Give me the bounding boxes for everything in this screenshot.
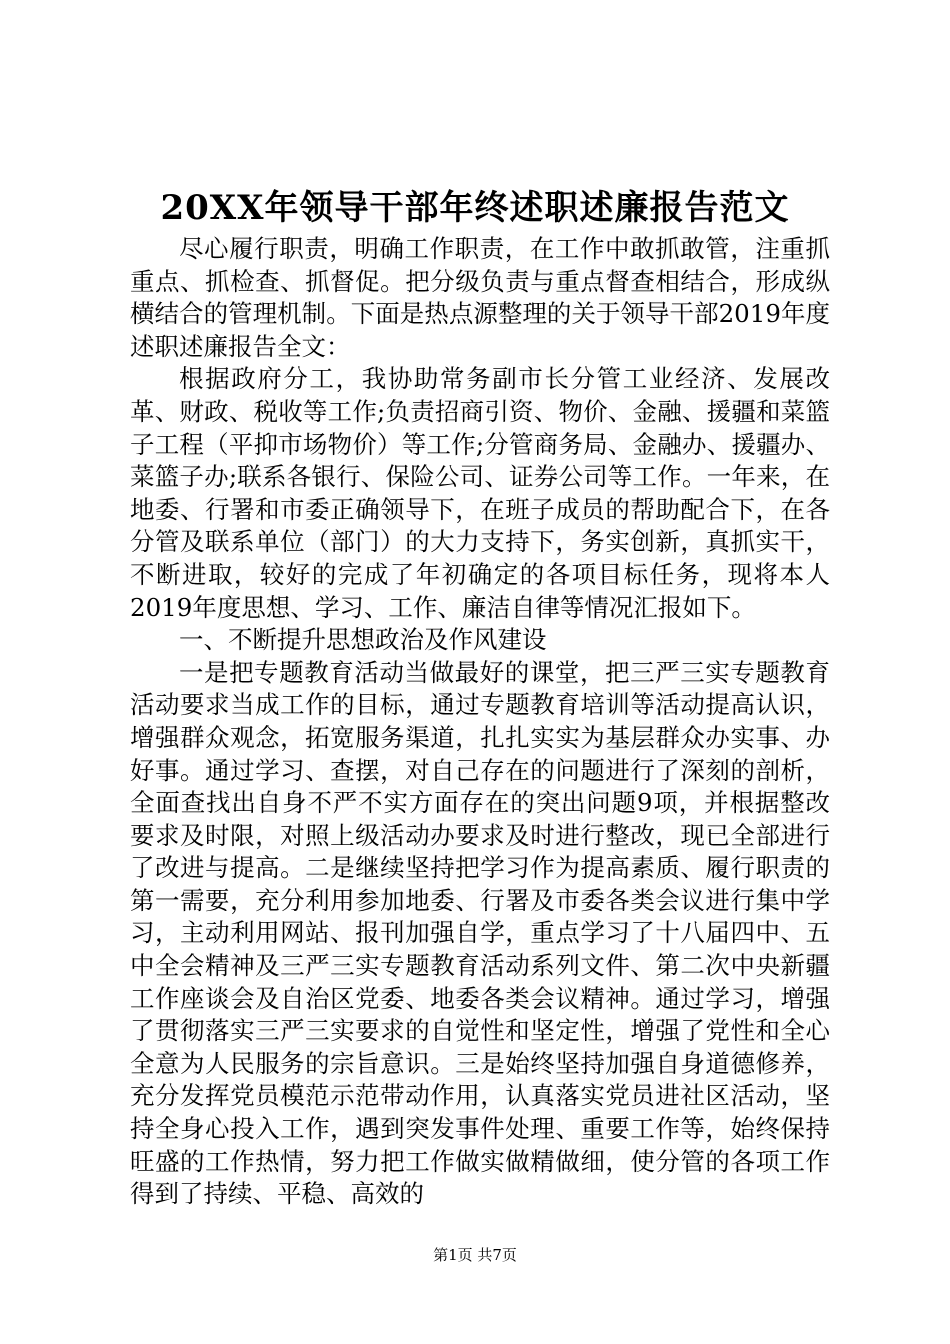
document-body [130, 233, 830, 1211]
section-heading: 一、不断提升思想政治及作风建设 [179, 625, 547, 655]
paragraph-duties: 根据政府分工，我协助常务副市长分管工业经济、发展改革、财政、税收等工作;负责招商引资、物价、金融、援疆和菜篮子工程（平抑市场物价）等工作;分管商务局、金融办、援疆办、菜篮子办;联系各银行、保险公司、证券公司等工作。一年来，在地委、行署和市委正确领导下，在班子成员的帮助配合下，在各分管及联系单位（部门）的大力支持下，务实创新，真抓实干，不断进取，较好的完成了年初确定的各项目标任务，现将本人2019年度思想、学习、工作、廉洁自律等情况汇报如下。 [130, 364, 830, 622]
document-title: 20XX年领导干部年终述职述廉报告范文 [160, 188, 790, 228]
page-number-footer: 第1页 共7页 [433, 1246, 517, 1264]
paragraph-intro: 尽心履行职责，明确工作职责，在工作中敢抓敢管，注重抓重点、抓检查、抓督促。把分级负责与重点督查相结合，形成纵横结合的管理机制。下面是热点源整理的关于领导干部2019年度述职述廉报告全文： [130, 234, 830, 361]
paragraph-political-building: 一是把专题教育活动当做最好的课堂，把三严三实专题教育活动要求当成工作的目标，通过专题教育培训等活动提高认识，增强群众观念，拓宽服务渠道，扎扎实实为基层群众办实事、办好事。通过学习、查摆，对自己存在的问题进行了深刻的剖析，全面查找出自身不严不实方面存在的突出问题9项，并根据整改要求及时限，对照上级活动办要求及时进行整改，现已全部进行了改进与提高。二是继续坚持把学习作为提高素质、履行职责的第一需要，充分利用参加地委、行署及市委各类会议进行集中学习，主动利用网站、报刊加强自学，重点学习了十八届四中、五中全会精神及三严三实专题教育活动系列文件、第二次中央新疆工作座谈会及自治区党委、地委各类会议精神。通过学习，增强了贯彻落实三严三实要求的自觉性和坚定性，增强了党性和全心全意为人民服务的宗旨意识。三是始终坚持加强自身道德修养，充分发挥党员模范示范带动作用，认真落实党员进社区活动，坚持全身心投入工作，遇到突发事件处理、重要工作等，始终保持旺盛的工作热情，努力把工作做实做精做细，使分管的各项工作得到了持续、平稳、高效的 [130, 657, 830, 1209]
